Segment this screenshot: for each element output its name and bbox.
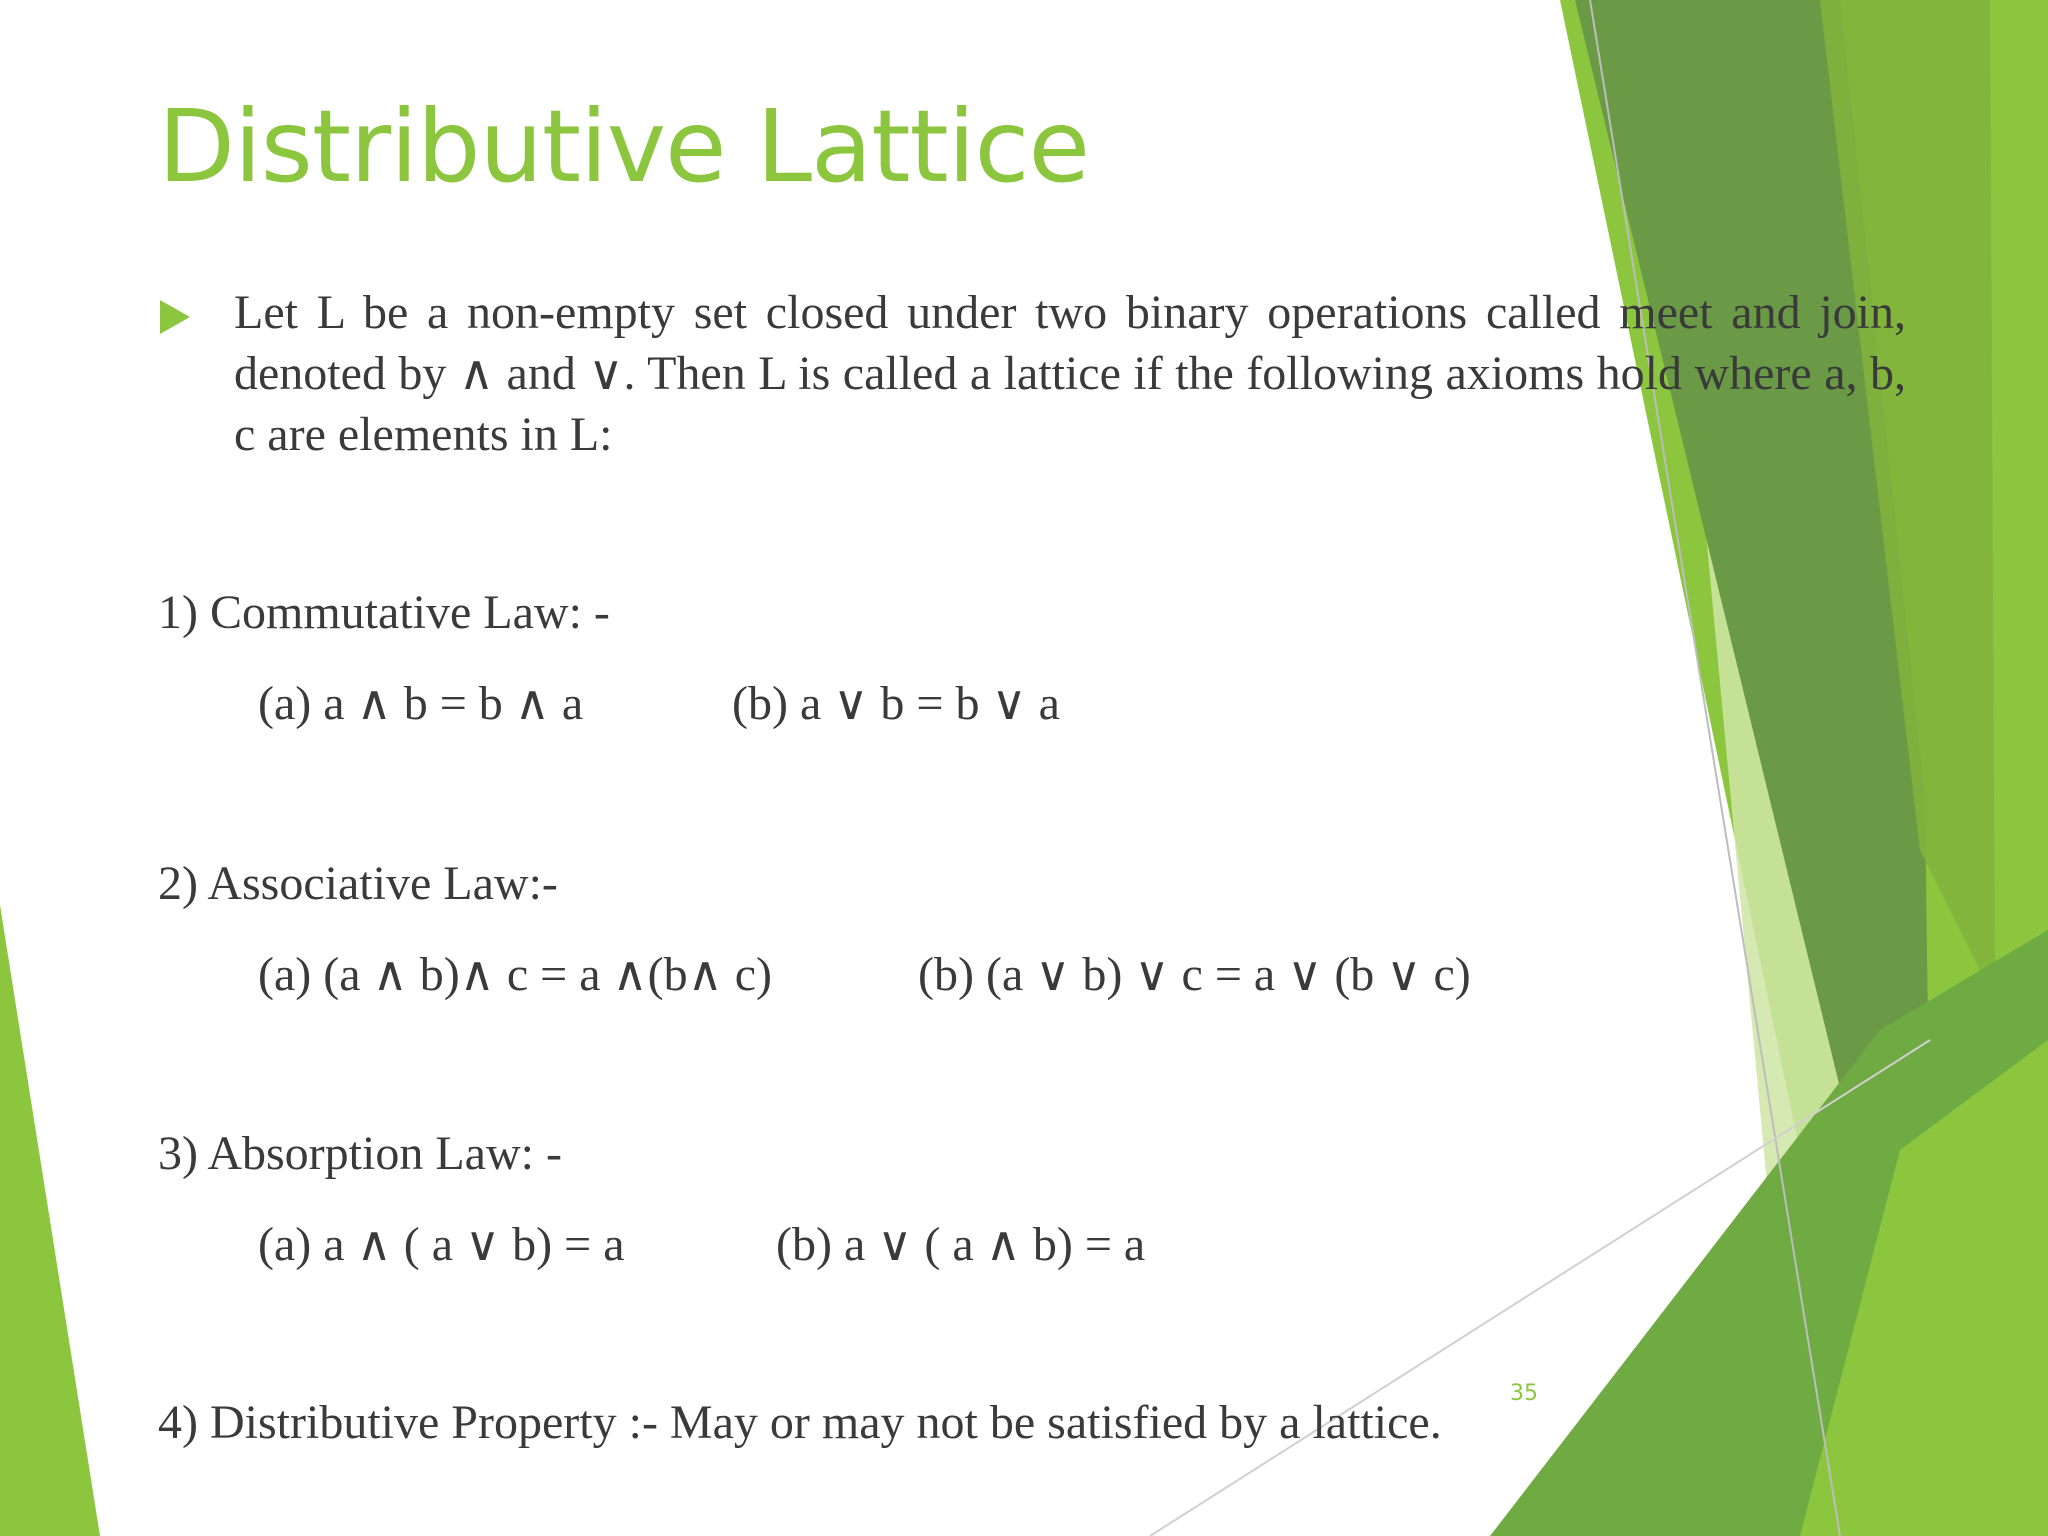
law-associative-heading: 2) Associative Law:-	[158, 857, 558, 910]
law-absorption-eq-b: (b) a ∨ ( a ∧ b) = a	[776, 1218, 1146, 1271]
slide-title: Distributive Lattice	[158, 88, 1090, 205]
law-absorption-eq-a: (a) a ∧ ( a ∨ b) = a	[258, 1218, 625, 1271]
law-associative-eq-a: (a) (a ∧ b)∧ c = a ∧(b∧ c)	[258, 948, 773, 1001]
left-green-shape	[0, 905, 100, 1536]
bullet-arrow-icon	[160, 300, 190, 334]
law-commutative-eq-a: (a) a ∧ b = b ∧ a	[258, 677, 584, 730]
law-commutative-eq-b: (b) a ∨ b = b ∨ a	[732, 677, 1060, 730]
law-distributive-heading: 4) Distributive Property :- May or may not be satisfied by a lattice.	[158, 1396, 1442, 1449]
law-associative-eq-b: (b) (a ∨ b) ∨ c = a ∨ (b ∨ c)	[918, 948, 1471, 1001]
law-commutative-heading: 1) Commutative Law: -	[158, 586, 610, 639]
page-number: 35	[1510, 1381, 1538, 1406]
intro-paragraph: Let L be a non-empty set closed under two binary operations called meet and join, denoted by ∧ and ∨. Then L is called a lattice if the following axioms hold where a, b, c are elements in L:	[234, 286, 1906, 461]
law-absorption-heading: 3) Absorption Law: -	[158, 1127, 562, 1180]
